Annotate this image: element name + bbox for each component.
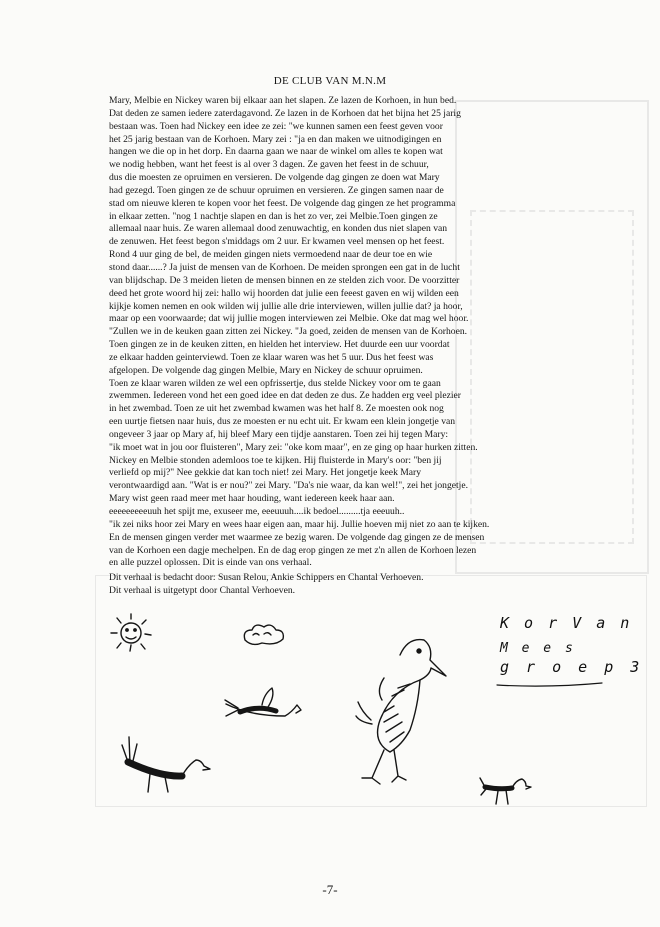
story-line: "Zullen we in de keuken gaan zitten zei Nickey. "Ja goed, zeiden de mensen van de Korhoen.	[109, 326, 468, 338]
story-line: een uurtje fietsen naar huis, dus ze moesten er nu echt uit. Er kwam een klein jongetje van	[109, 416, 456, 428]
story-line: stad om nieuwe kleren te kopen voor het feest. De volgende dag gingen ze het programma	[109, 197, 456, 209]
story-line: maar op een voorwaarde; dat wij jullie mogen interviewen zei Melbie. Oke dat mag wel hoor.	[109, 313, 469, 325]
credit-line: Dit verhaal is uitgetypt door Chantal Verhoeven.	[109, 584, 296, 596]
credit-line: Dit verhaal is bedacht door: Susan Relou, Ankie Schippers en Chantal Verhoeven.	[109, 572, 424, 583]
story-line: verliefd op mij?" Nee gekkie dat kan toch niet! zei Mary. Het jongetje keek Mary	[109, 467, 422, 479]
story-line: Mary, Melbie en Nickey waren bij elkaar aan het slapen. Ze lazen de Korhoen, in hun bed.	[109, 95, 457, 106]
handwritten-group: g r o e p 3	[500, 658, 644, 676]
story-line: Rond 4 uur ging de bel, de meiden gingen niets vermoedend naar de deur toe en wie	[109, 249, 433, 261]
bird-drawing-middle	[225, 688, 301, 716]
story-line: het 25 jarig bestaan van de Korhoen. Mary zei : "ja en dan maken we uitnodigingen en	[109, 133, 442, 145]
story-line: van blijdschap. De 3 meiden lieten de mensen binnen en ze stelden zich voor. De voorzitter	[109, 274, 460, 286]
story-line: stond daar......? Ja juist de mensen van de Korhoen. De meiden sprongen een gat in de lucht	[109, 261, 460, 273]
story-line: de zenuwen. Het feest begon s'middags om 2 uur. Er kwamen veel mensen op het feest.	[109, 236, 445, 248]
story-line: deed het grote woord hij zei: hallo wij hoorden dat julie een feeest gaven en wij wilden een	[109, 287, 459, 299]
story-line: Toen ze klaar waren wilden ze wel een opfrissertje, dus stelde Nickey voor om te gaan	[109, 377, 441, 389]
story-line: kijkje komen nemen en ook wilden wij jullie alle drie interviewen, willen jullie dat? ja hoor,	[109, 300, 463, 312]
story-line: hangen we die op in het dorp. En daarna gaan we naar de winkel om alles te kopen wat	[109, 146, 443, 158]
cloud-drawing	[244, 625, 283, 644]
story-line: En de mensen gingen verder met waarmee ze bezig waren. De volgende dag gingen ze de mensen	[109, 531, 485, 543]
story-line: Dat deden ze samen iedere zaterdagavond. Ze lazen in de Korhoen dat het bijna het 25 jarig	[109, 107, 461, 119]
story-line: we nodig hebben, want het feest is al over 3 dagen. Ze gaven het feest in de schuur,	[109, 159, 429, 171]
story-line: ze elkaar hadden geinterviewd. Toen ze klaar waren was het 5 uur. Dus het feest was	[109, 351, 434, 363]
story-line: en alle puzzel oplossen. Dit is einde van ons verhaal.	[109, 557, 312, 569]
handwritten-name-line2: M e e s	[500, 641, 576, 656]
story-line: ongeveer 3 jaar op Mary af, hij bleef Mary een tijdje aanstaren. Toen zei hij tegen Mary:	[109, 428, 449, 440]
story-line: Toen gingen ze in de keuken zitten, en hielden het interview. Het duurde een uur voordat	[109, 339, 450, 351]
story-line: "ik moet wat in jou oor fluisteren", Mary zei: "oke kom maar", en ze ging op haar hurken zitten.	[109, 441, 478, 453]
page-number: -7-	[322, 882, 338, 897]
story-line: dus die moesten ze opruimen en versieren. De volgende dag gingen ze doen wat Mary	[109, 172, 440, 184]
story-line: allemaal naar huis. Ze waren allemaal dood zenuwachtig, en konden dus niet slapen van	[109, 223, 448, 235]
story-title: DE CLUB VAN M.N.M	[273, 75, 387, 87]
story-line: van de Korhoen een dagje mechelpen. En de dag erop gingen ze met z'n allen de Korhoen lezen	[109, 544, 477, 556]
sun-drawing	[111, 614, 151, 651]
story-line: Nickey en Melbie stonden ademloos toe te kijken. Hij fluisterde in Mary's oor: "ben jij	[109, 454, 442, 466]
story-line: bestaan was. Toen had Nickey een idee ze zei: "we kunnen samen een feest geven voor	[109, 120, 443, 132]
story-line: in elkaar zetten. "nog 1 nachtje slapen en dan is het zo ver, zei Melbie.Toen gingen ze	[109, 210, 438, 222]
story-line: zwemmen. Iedereen vond het een goed idee en dat deden ze dus. Ze hadden erg veel plezier	[109, 390, 461, 402]
bird-drawing-right	[480, 778, 531, 804]
story-line: Mary wist geen raad meer met haar houding, want iedereen keek haar aan.	[109, 493, 395, 505]
bird-drawing-left	[122, 737, 210, 792]
story-line: in het zwembad. Toen ze uit het zwembad kwamen was het half 8. Ze moesten ook nog	[109, 403, 444, 415]
story-line: verontwaardigd aan. "Wat is er nou?" zei Mary. "Da's nie waar, da kan wel!", zei het jongetje.	[109, 480, 468, 492]
story-line: afgelopen. De volgende dag gingen Melbie, Mary en Nickey de schuur opruimen.	[109, 364, 423, 376]
story-line: "ik zei niks hoor zei Mary en wees haar eigen aan, maar hij. Jullie hoeven mij niet zo aan te kijken.	[109, 518, 490, 530]
story-line: had gezegd. Toen gingen ze de schuur opruimen en versieren. Ze gingen samen naar de	[109, 184, 444, 196]
story-line: eeeeeeeeeuuh het spijt me, exuseer me, eeeuuuh....ik bedoel.........tja eeeuuh..	[109, 506, 405, 517]
parrot-drawing	[356, 640, 446, 784]
handwritten-name: K o r V a n	[500, 614, 633, 632]
